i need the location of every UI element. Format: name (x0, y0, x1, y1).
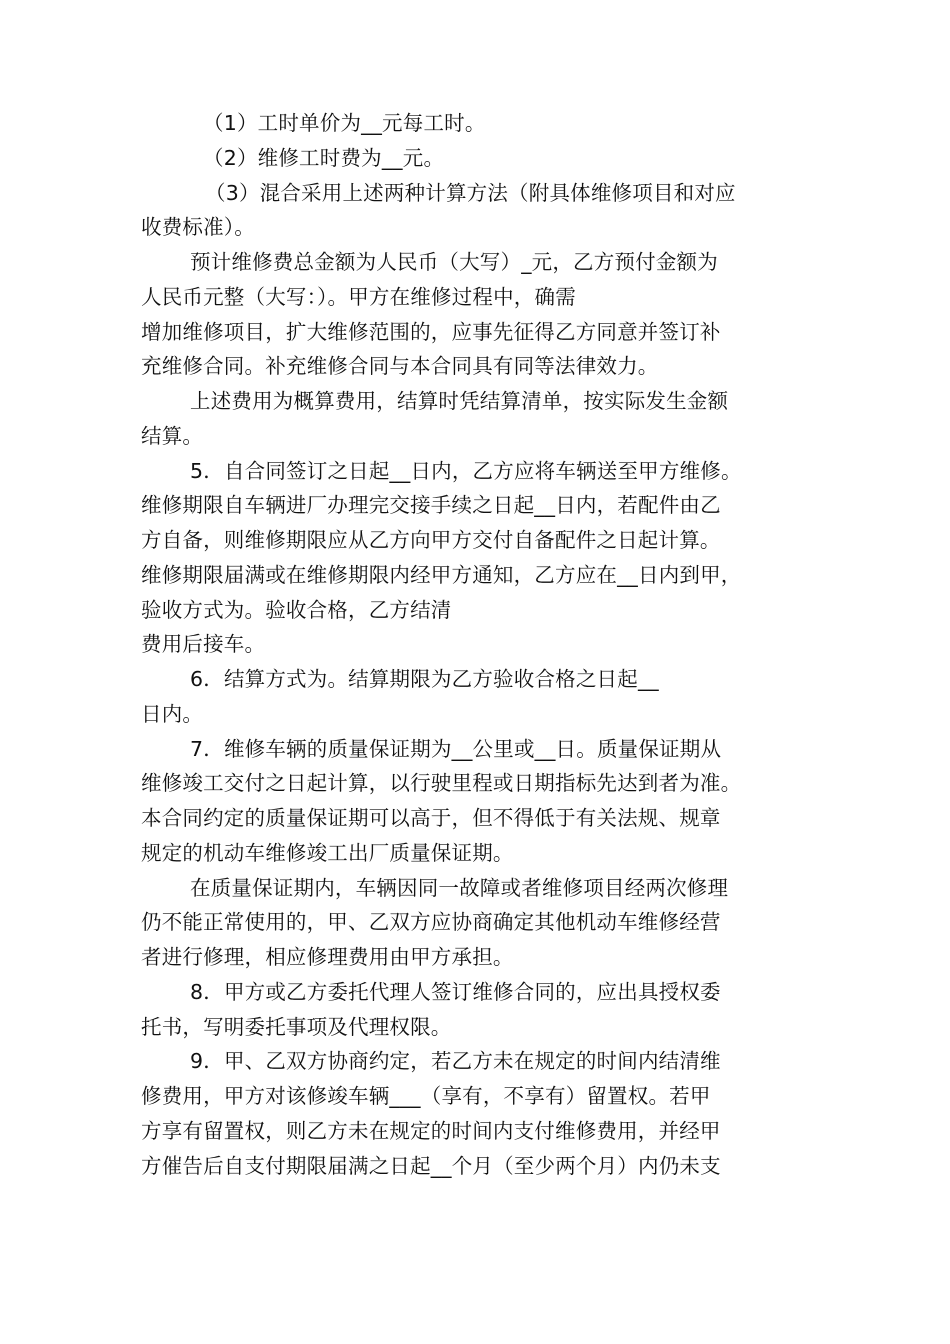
text-line: 者进行修理，相应修理费用由甲方承担。 (141, 945, 514, 969)
text-line: 增加维修项目，扩大维修范围的，应事先征得乙方同意并签订补 (141, 320, 721, 344)
text-line: 方享有留置权，则乙方未在规定的时间内支付维修费用，并经甲 (141, 1119, 721, 1143)
text-line: 维修竣工交付之日起计算，以行驶里程或日期指标先达到者为准。 (141, 771, 742, 795)
text-line: 验收方式为。验收合格，乙方结清 (141, 598, 452, 622)
text-line: 本合同约定的质量保证期可以高于，但不得低于有关法规、规章 (141, 806, 721, 830)
text-line: 5．自合同签订之日起__日内，乙方应将车辆送至甲方维修。 (190, 459, 742, 483)
text-line: 充维修合同。补充维修合同与本合同具有同等法律效力。 (141, 354, 659, 378)
text-line: 9．甲、乙双方协商约定，若乙方未在规定的时间内结清维 (190, 1049, 721, 1073)
text-line: 维修期限届满或在维修期限内经甲方通知，乙方应在__日内到甲， (141, 563, 742, 587)
text-line: 费用后接车。 (141, 632, 266, 656)
text-line: 上述费用为概算费用，结算时凭结算清单，按实际发生金额 (190, 389, 729, 413)
text-line: 规定的机动车维修竣工出厂质量保证期。 (141, 841, 514, 865)
text-line: 托书，写明委托事项及代理权限。 (141, 1015, 452, 1039)
text-line: 在质量保证期内，车辆因同一故障或者维修项目经两次修理 (190, 876, 729, 900)
text-line: 结算。 (141, 424, 204, 448)
text-line: 日内。 (141, 702, 204, 726)
text-line: 6．结算方式为。结算期限为乙方验收合格之日起__ (190, 667, 659, 691)
text-line: 方自备，则维修期限应从乙方向甲方交付自备配件之日起计算。 (141, 528, 721, 552)
text-line: 修费用，甲方对该修竣车辆___（享有，不享有）留置权。若甲 (141, 1084, 711, 1108)
text-line: 预计维修费总金额为人民币（大写）_元，乙方预付金额为 (190, 250, 718, 274)
text-line: 人民币元整（大写：）。甲方在维修过程中，确需 (141, 285, 576, 309)
text-line: （2）维修工时费为__元。 (203, 146, 445, 170)
text-line: 8．甲方或乙方委托代理人签订维修合同的，应出具授权委 (190, 980, 721, 1004)
text-line: 维修期限自车辆进厂办理完交接手续之日起__日内，若配件由乙 (141, 493, 721, 517)
text-line: （1）工时单价为__元每工时。 (203, 111, 486, 135)
text-line: （3）混合采用上述两种计算方法（附具体维修项目和对应 (205, 181, 736, 205)
text-line: 收费标准）。 (141, 215, 255, 239)
text-line: 7．维修车辆的质量保证期为__公里或__日。质量保证期从 (190, 737, 722, 761)
text-line: 方催告后自支付期限届满之日起__个月（至少两个月）内仍未支 (141, 1154, 721, 1178)
text-line: 仍不能正常使用的，甲、乙双方应协商确定其他机动车维修经营 (141, 910, 721, 934)
